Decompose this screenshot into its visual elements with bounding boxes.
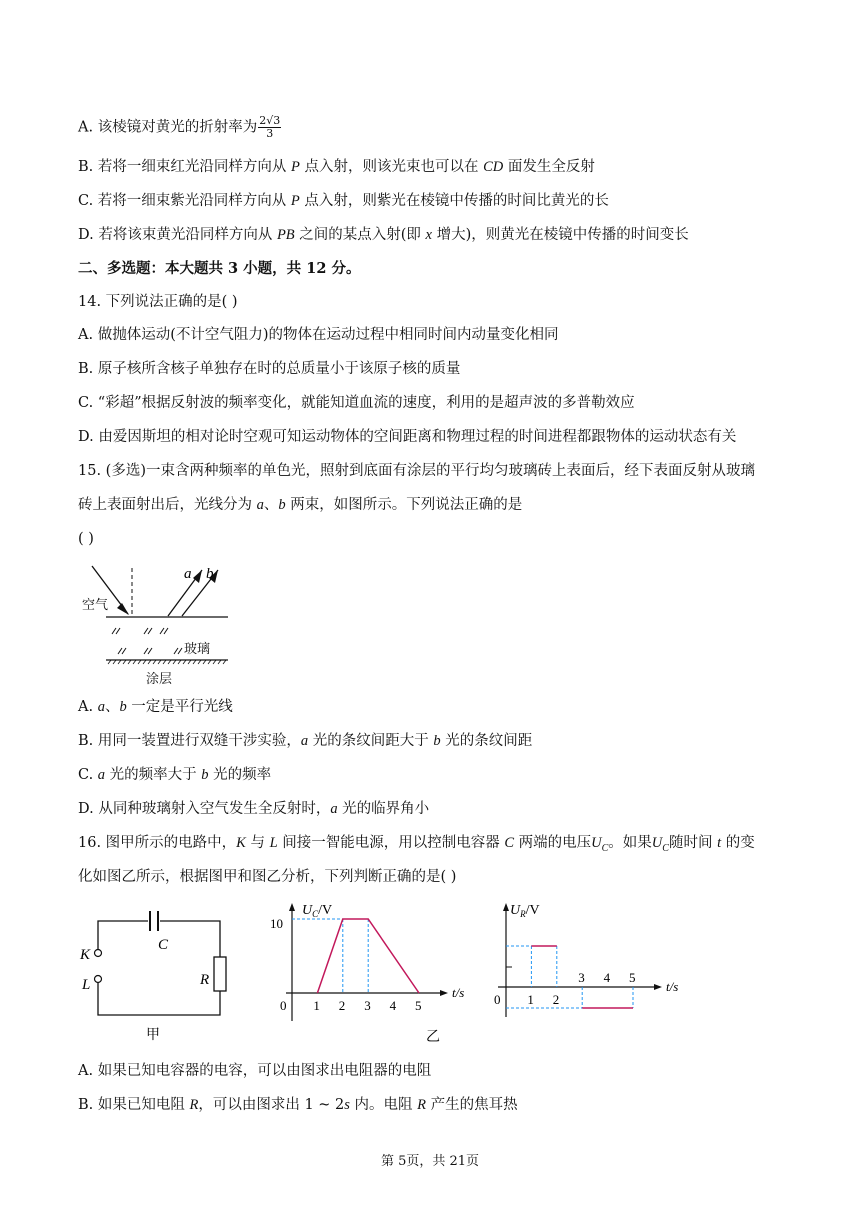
ur-ylabel-unit: /V	[525, 903, 540, 918]
uc-ylabel-main: U	[302, 903, 313, 918]
text: 光的频率大于	[105, 767, 202, 783]
text: 一定是平行光线	[126, 699, 233, 715]
ur-tick-4: 4	[603, 970, 611, 985]
glass-block-figure	[78, 556, 228, 686]
q13-option-d	[78, 225, 689, 245]
uc-tick-2: 2	[338, 998, 346, 1013]
var: b	[201, 767, 209, 783]
fraction-denominator: 3	[266, 127, 274, 140]
label-k: K	[80, 947, 91, 963]
wire-top-left	[98, 921, 148, 949]
var: C	[504, 835, 515, 851]
terminal-k	[95, 950, 102, 957]
label-r: R	[200, 972, 210, 988]
text: 光的条纹间距	[440, 733, 533, 749]
var: R	[417, 1097, 427, 1113]
text: 光的条纹间距大于	[308, 733, 434, 749]
subscript: C	[601, 842, 609, 854]
label-l: L	[82, 977, 91, 993]
text: 、	[104, 699, 120, 715]
q14-option-a: A. 做抛体运动(不计空气阻力)的物体在运动过程中相同时间内动量变化相同	[78, 327, 559, 343]
label-coating: 涂层	[146, 672, 173, 687]
label-air: 空气	[82, 598, 109, 613]
q13-option-a-text: A. 该棱镜对黄光的折射率为	[78, 119, 258, 136]
q15-stem-line3: ( )	[78, 531, 94, 547]
refraction-index-fraction	[258, 115, 281, 140]
var: a	[300, 733, 309, 749]
ur-guide-lines	[506, 946, 633, 1008]
page-footer: 第 5页，共 21页	[380, 1154, 480, 1169]
uc-tick-1: 1	[313, 998, 320, 1013]
var: PB	[276, 227, 295, 243]
var: a	[330, 801, 338, 817]
text: D. 若将该束黄光沿同样方向从	[78, 227, 277, 243]
text: 。如果	[608, 835, 652, 851]
text: 两端的电压	[514, 835, 592, 851]
fraction-numerator: 2√3	[259, 114, 281, 127]
caption-yi: 乙	[426, 1030, 440, 1045]
label-glass: 玻璃	[184, 642, 211, 657]
text: D. 从同种玻璃射入空气发生全反射时，	[78, 801, 331, 817]
q15-stem-line2	[78, 495, 522, 515]
q14-option-c: C. “彩超”根据反射波的频率变化，就能知道血流的速度，利用的是超声波的多普勒效应	[78, 395, 635, 411]
uc-graph	[266, 897, 476, 1047]
q15-stem-line1: 15. (多选)一束含两种频率的单色光，照射到底面有涂层的平行均匀玻璃砖上表面后，经下表面反射从玻璃	[78, 463, 755, 479]
text: C. 若将一细束紫光沿同样方向从	[78, 193, 291, 209]
q16-stem-line1	[78, 833, 755, 859]
text: 产生的焦耳热	[426, 1097, 518, 1113]
text: 随时间	[668, 835, 718, 851]
uc-tick-3: 3	[364, 998, 371, 1013]
q13-option-b	[78, 157, 595, 177]
uc-tick-5: 5	[415, 998, 422, 1013]
q16-option-b	[78, 1095, 518, 1115]
ur-tick-labels	[494, 970, 636, 1007]
ur-xlabel: t/s	[666, 979, 679, 994]
text: 与	[245, 835, 270, 851]
var: P	[290, 159, 300, 175]
q15-option-a	[78, 697, 233, 717]
var: b	[278, 497, 286, 513]
text: 、	[263, 497, 279, 513]
label-b: b	[206, 566, 214, 582]
var: a	[256, 497, 264, 513]
wire-top-right	[160, 921, 220, 957]
var: x	[425, 227, 432, 243]
q16-stem-line2: 化如图乙所示，根据图甲和图乙分析，下列判断正确的是( )	[78, 869, 457, 885]
subscript: C	[662, 842, 669, 854]
q15-option-c	[78, 765, 271, 785]
text: B. 用同一装置进行双缝干涉实验，	[78, 733, 301, 749]
ur-ylabel	[510, 903, 540, 919]
ur-tick-3: 3	[578, 970, 585, 985]
ur-graph	[486, 897, 696, 1027]
text: 光的频率	[208, 767, 272, 783]
var: b	[119, 699, 127, 715]
text: ，可以由图求出 1 ~ 2	[198, 1097, 345, 1113]
text: 两束，如图所示。下列说法正确的是	[285, 497, 523, 513]
text: 增大)，则黄光在棱镜中传播的时间变长	[431, 227, 689, 243]
uc-tick-4: 4	[389, 998, 397, 1013]
ur-ylabel-sub: R	[520, 909, 526, 919]
ur-tick-2: 2	[552, 992, 560, 1007]
text: 点入射，则紫光在棱镜中传播的时间比黄光的长	[299, 193, 609, 209]
text: B. 如果已知电阻	[78, 1097, 190, 1113]
var: L	[269, 835, 278, 851]
text: 砖上表面射出后，光线分为	[78, 497, 257, 513]
ur-tick-1: 1	[527, 992, 534, 1007]
resistor	[214, 957, 226, 991]
ur-x-arrow	[654, 984, 662, 990]
q14-option-d: D. 由爱因斯坦的相对论时空观可知运动物体的空间距离和物理过程的时间进程都跟物体的运动状态有关	[78, 429, 737, 445]
var: t	[717, 835, 722, 851]
q13-option-a	[78, 115, 281, 140]
var: a	[97, 767, 106, 783]
label-a: a	[184, 566, 192, 582]
uc-x-arrow	[440, 990, 448, 996]
text: A.	[78, 699, 98, 715]
uc-y-arrow	[289, 903, 295, 911]
incident-arrowhead	[117, 603, 129, 615]
text: 内。电阻	[349, 1097, 418, 1113]
var: s	[344, 1097, 350, 1113]
q16-option-a: A. 如果已知电容器的电容，可以由图求出电阻器的电阻	[78, 1063, 432, 1079]
uc-xlabel: t/s	[452, 985, 465, 1000]
ur-tick-5: 5	[629, 970, 636, 985]
ur-tick-0: 0	[494, 992, 501, 1007]
uc-ylabel-unit: /V	[318, 903, 333, 918]
label-c: C	[158, 937, 169, 953]
q14-stem: 14. 下列说法正确的是( )	[78, 294, 238, 310]
ur-ylabel-main: U	[510, 903, 521, 918]
text: 点入射，则该光束也可以在	[299, 159, 484, 175]
q13-option-c	[78, 191, 609, 211]
caption-jia: 甲	[146, 1028, 160, 1043]
uc-y10-label: 10	[270, 916, 283, 931]
text: 光的临界角小	[337, 801, 430, 817]
q15-option-b	[78, 731, 532, 751]
ur-y-arrow	[503, 903, 509, 911]
uc-ylabel-sub: C	[312, 909, 319, 919]
var: U	[651, 835, 663, 851]
var: CD	[483, 159, 504, 175]
q15-option-d	[78, 799, 429, 819]
section-heading: 二、多选题：本大题共 3 小题，共 12 分。	[78, 260, 361, 277]
text: 面发生全反射	[503, 159, 595, 175]
uc-tick-labels	[280, 998, 422, 1013]
text: 16. 图甲所示的电路中，	[78, 835, 237, 851]
q14-option-b: B. 原子核所含核子单独存在时的总质量小于该原子核的质量	[78, 361, 461, 377]
uc-ylabel	[302, 903, 332, 919]
var: R	[189, 1097, 199, 1113]
text: B. 若将一细束红光沿同样方向从	[78, 159, 291, 175]
terminal-l	[95, 976, 102, 983]
text: 间接一智能电源，用以控制电容器	[277, 835, 505, 851]
text: C.	[78, 767, 98, 783]
glass-hatching	[112, 628, 182, 654]
var: P	[290, 193, 300, 209]
var: b	[433, 733, 441, 749]
text: 之间的某点入射(即	[294, 227, 426, 243]
circuit-diagram	[78, 905, 238, 1045]
var: U	[591, 835, 602, 851]
text: 的变	[721, 835, 755, 851]
var: a	[97, 699, 105, 715]
uc-tick-0: 0	[280, 998, 287, 1013]
var: K	[236, 835, 246, 851]
